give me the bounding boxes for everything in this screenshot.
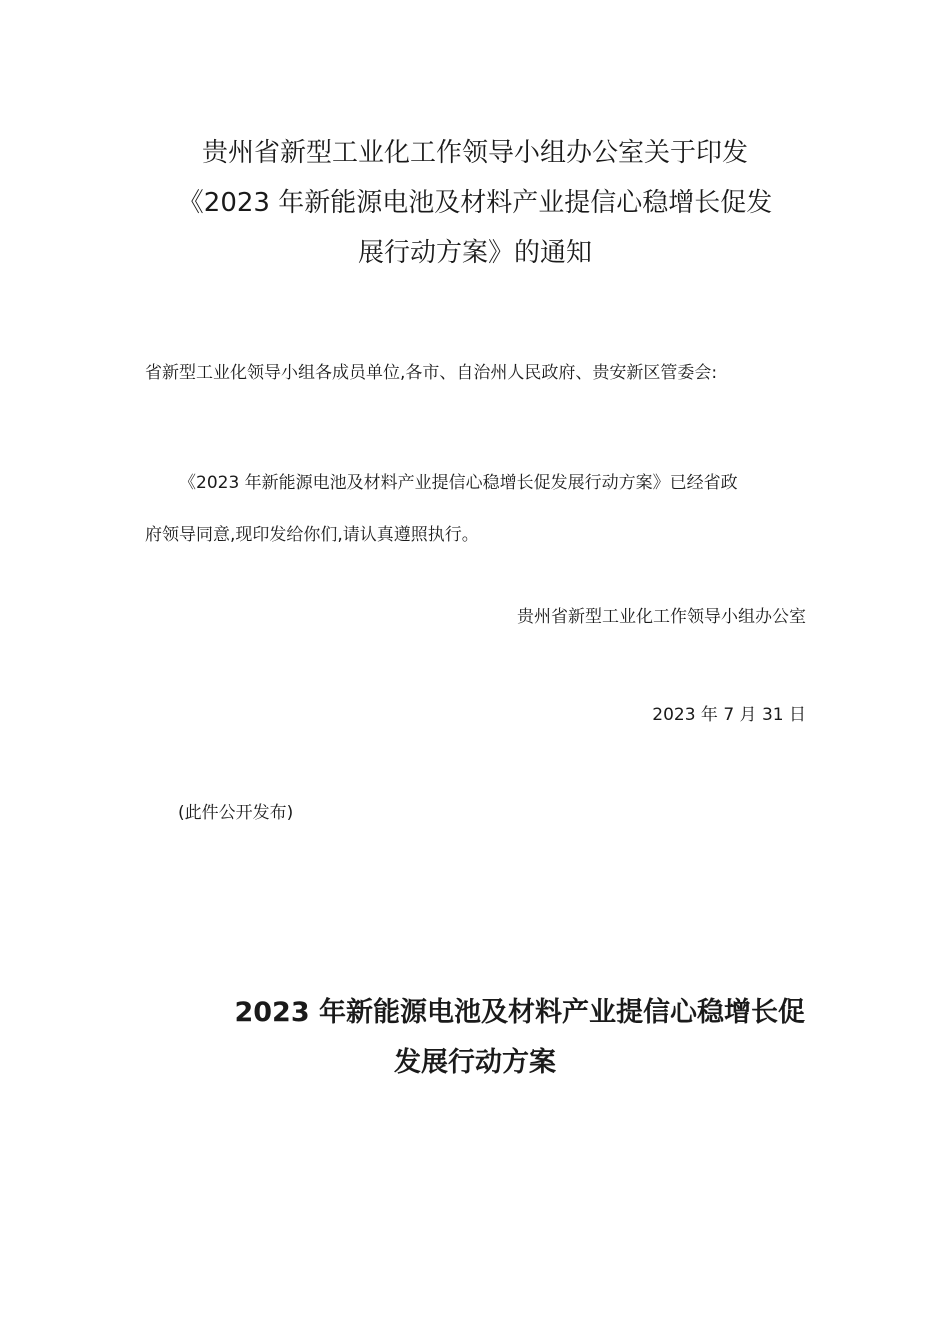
notice-title-line-2: 《2023 年新能源电池及材料产业提信心稳增长促发 bbox=[177, 188, 773, 218]
notice-body-line-2: 府领导同意,现印发给你们,请认真遵照执行。 bbox=[145, 525, 479, 545]
issuer-signature: 贵州省新型工业化工作领导小组办公室 bbox=[517, 607, 806, 627]
notice-title bbox=[145, 128, 805, 278]
notice-body-line-1: 《2023 年新能源电池及材料产业提信心稳增长促发展行动方案》已经省政 bbox=[179, 473, 738, 493]
issue-date: 2023 年 7 月 31 日 bbox=[652, 705, 806, 725]
plan-title bbox=[145, 988, 805, 1088]
notice-title-line-3: 展行动方案》的通知 bbox=[357, 238, 592, 268]
notice-title-line-1: 贵州省新型工业化工作领导小组办公室关于印发 bbox=[201, 138, 748, 168]
notice-body bbox=[145, 457, 807, 561]
addressee: 省新型工业化领导小组各成员单位,各市、自治州人民政府、贵安新区管委会: bbox=[145, 363, 718, 383]
public-release-note: (此件公开发布) bbox=[178, 803, 294, 823]
plan-title-line-2: 发展行动方案 bbox=[394, 1047, 556, 1078]
plan-title-line-1: 2023 年新能源电池及材料产业提信心稳增长促 bbox=[234, 997, 805, 1028]
